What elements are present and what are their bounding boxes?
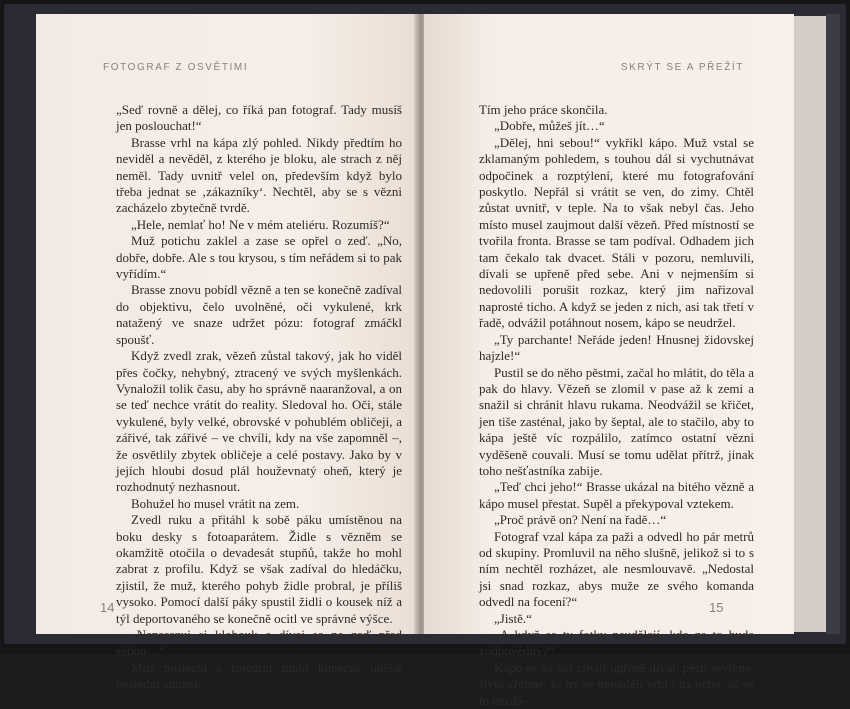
paragraph: Když zvedl zrak, vězeň zůstal takový, jak ho viděl přes čočky, nehybný, ztracený ve svých myšlenkách. Vynaložil tolik času, aby ho správně naaranžoval, a on se teď nechce vrátit do reality. Sledoval ho. Oči, stále vykulené, byly velké, obrovské v pohublém obličeji, a zářivé, tak zářivé – ve chvíli, kdy na vše zapomněl –, že osvětlily zbytek obličeje a celé postavy. Jako by v jejích hloubi dosud plál houževnatý oheň, který je rozhodnutý nezhasnout.: [116, 348, 402, 495]
paragraph: „Seď rovně a dělej, co říká pan fotograf. Tady musíš jen poslouchat!“: [116, 102, 402, 134]
paragraph: Kápo se na něj chvíli upřeně díval, pěsti sevřené. Bylo zřejmé, že by se nejraději vrhl i na něho: ač se to nezdá-: [479, 659, 754, 708]
right-page: [424, 14, 794, 708]
paragraph: Pustil se do něho pěstmi, začal ho mlátit, do těla a pak do hlavy. Vězeň se zlomil v pase až k zemi a snažil si chránit hlavu rukama. Neodvážil se křičet, jen tiše zasténal, jako by šeptal, ale to stačilo, aby to kápa ještě víc rozpálilo, zatímco ostatní vězni vyděšeně couvali. Musí se tomu udělat přítrž, jinak toho nešťastníka zabije.: [479, 364, 754, 478]
page-number-right: 15: [709, 600, 724, 615]
paragraph: „Teď chci jeho!“ Brasse ukázal na bitého vězně a kápo musel přestat. Supěl a překypoval vztekem.: [479, 479, 754, 511]
paragraph: „Nenasazuj si klobouk a dívej se na zeď před sebou…“: [116, 627, 402, 659]
paragraph: Zvedl ruku a přitáhl k sobě páku umístěnou na boku desky s fotoaparátem. Židle s vězněm se okamžitě otočila o devadesát stupňů, takže ho mohl zabrat z profilu. Když se však zadíval do hledáčku, zjistil, že muž, kterého pohyb židle probral, je příliš vysoko. Pomocí další páky spustil židli o kousek níž a týl deportovaného se konečně ocitl ve správné výšce.: [116, 512, 402, 626]
left-page: [36, 14, 418, 692]
paragraph: Fotograf vzal kápa za paži a odvedl ho pár metrů od skupiny. Promluvil na něho slušně, jelikož si to s ním nechtěl rozházet, ale nesmlouvavě. „Nedostal jsi snad rozkaz, abys muže ze svého komanda odvedl na focení?“: [479, 528, 754, 610]
paragraph: „Ty parchante! Neřáde jeden! Hnusnej židovskej hajzle!“: [479, 331, 754, 364]
paragraph: „A když se ty fotky neudělají, kdo za to bude zodpovědný?“: [479, 627, 754, 659]
paragraph: Muž potichu zaklel a zase se opřel o zeď. „No, dobře, dobře. Ale s tou krysou, s tím neřádem si to pak vyřídím.“: [116, 233, 402, 282]
running-head-left: FOTOGRAF Z OSVĚTIMI: [103, 62, 249, 73]
paragraph: „Jistě.“: [494, 610, 532, 626]
paragraph: Brasse znovu pobídl vězně a ten se konečně zadíval do objektivu, čelo uvolněné, oči vykulené, krk natažený ve snaze udržet pózu: fotograf zmáčkl spoušť.: [116, 282, 402, 347]
paragraph: „Proč právě on? Není na řadě…“: [494, 512, 667, 528]
right-page-text: [479, 102, 754, 709]
page-number-left: 14: [100, 600, 115, 615]
cover-back-edge: [826, 14, 840, 634]
running-head-right: SKRÝT SE A PŘEŽÍT: [620, 62, 744, 73]
paragraph: Bohužel ho musel vrátit na zem.: [131, 495, 300, 511]
left-page-text: [116, 102, 402, 693]
paragraph: „Hele, nemlať ho! Ne v mém ateliéru. Rozumíš?“: [131, 216, 390, 232]
paragraph: „Dělej, hni sebou!“ vykřikl kápo. Muž vstal se zklamaným pohledem, s touhou dál si vychutnávat odpočinek a rozptýlení, které mu fotografování poskytlo. Nepřál si vrátit se ven, do zimy. Chtěl zůstat uvnitř, v teple. Na to však nebyl čas. Jeho místo musel zaujmout další vězeň. Před místností se tvořila fronta. Brasse se tam podíval. Odhadem jich tam čekalo tak dvacet. Stáli v pozoru, nemluvili, dívali se upřeně před sebe. Ani v nejmenším si nedovolili porušit rozkaz, který jim nařizoval naprosté ticho. A když se jeden z nich, asi tak třetí v řadě, odvážil potáhnout nosem, kápo se neudržel.: [479, 134, 754, 331]
paragraph: Muž poslechl a fotograf mohl konečně udělat poslední snímek.: [116, 659, 402, 692]
paragraph: Brasse vrhl na kápa zlý pohled. Nikdy předtím ho neviděl a nevěděl, z kterého je bloku, ale strach z něj neměl. Tady uvnitř velel on, především když bylo třeba jednat se ‚zákazníky‘. Nechtěl, aby se s vězni zacházelo zbytečně tvrdě.: [116, 134, 402, 216]
paragraph: „Dobře, můžeš jít…“: [494, 118, 605, 134]
paragraph: Tím jeho práce skončila.: [479, 102, 608, 117]
